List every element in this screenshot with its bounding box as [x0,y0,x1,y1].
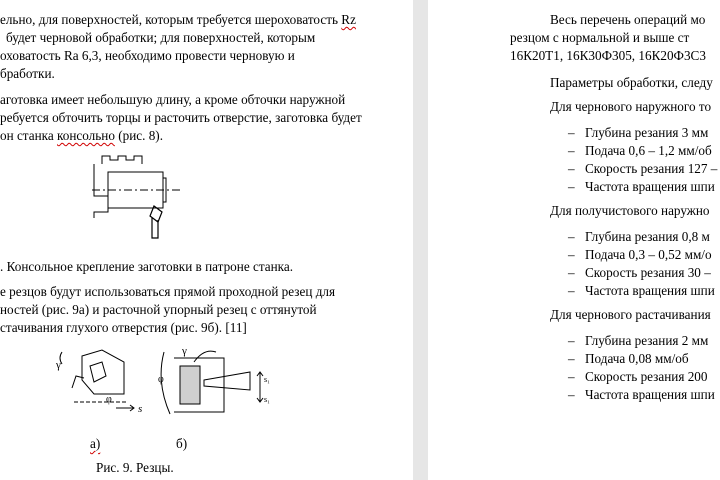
intro-line-3: 16К20Т1, 16К30Ф305, 16К20Ф3С3 [510,48,706,63]
section-1-item-1: Глубина резания 3 мм [585,125,709,140]
section-3-item-4: Частота вращения шпи [585,387,715,402]
section-2-heading: Для получистового наружно [550,203,710,218]
section-1-item-4: Частота вращения шпи [585,179,715,194]
bullet-dash: – [568,369,575,384]
bullet-dash: – [568,351,575,366]
bullet-dash: – [568,265,575,280]
bullet-dash: – [568,125,575,140]
section-1-heading: Для чернового наружного то [550,99,712,114]
section-2-item-2: Подача 0,3 – 0,52 мм/о [585,247,712,262]
paragraph-2-line-3: он станка консольно (рис. 8). [0,128,163,143]
fig9-gamma-b: γ [182,345,187,357]
bullet-dash: – [568,247,575,262]
paragraph-1-line-4: бработки. [0,66,55,81]
paragraph-2-line-2: ребуется обточить торцы и расточить отверстие, заготовка будет [0,110,362,125]
paragraph-1-line-3: оховатость Ra 6,3, необходимо провести черновую и [0,48,295,63]
right-page [428,0,720,480]
bullet-dash: – [568,143,575,158]
fig9-s1-top: s₁ [264,375,270,384]
intro-line-1: Весь перечень операций мо [550,12,706,27]
intro-line-2: резцом с нормальной и выше ст [510,30,690,45]
figure-9-caption: Рис. 9. Резцы. [96,460,174,475]
section-2-item-1: Глубина резания 0,8 м [585,229,710,244]
section-2-item-3: Скорость резания 30 – [585,265,711,280]
spelling-mark-konsolno: консольно [57,128,115,143]
figure-8-caption: . Консольное крепление заготовки в патроне станка. [0,259,294,274]
fig9-s-a: s [138,403,143,415]
figure-9-label-b: б) [176,436,188,451]
figure-9-label-a: а) [90,436,101,451]
section-1-item-2: Подача 0,6 – 1,2 мм/об [585,143,712,158]
fig9-gamma-a: γ [56,359,61,371]
bullet-dash: – [568,283,575,298]
figure-8-drawing [88,152,258,252]
section-2-item-4: Частота вращения шпи [585,283,715,298]
section-3-item-1: Глубина резания 2 мм [585,333,709,348]
paragraph-3-line-3: стачивания глухого отверстия (рис. 9б). [11] [0,320,247,335]
bullet-dash: – [568,161,575,176]
paragraph-3-line-2: ностей (рис. 9а) и расточной упорный резец с оттянутой [0,302,317,317]
bullet-dash: – [568,333,575,348]
paragraph-1-line-1: ельно, для поверхностей, которым требуется шероховатость Rz [0,12,356,27]
bullet-dash: – [568,229,575,244]
paragraph-3-line-1: е резцов будут использоваться прямой проходной резец для [0,284,336,299]
bullet-dash: – [568,179,575,194]
spelling-mark-rz: Rz [341,12,356,27]
section-3-item-2: Подача 0,08 мм/об [585,351,689,366]
paragraph-1-line-2: будет черновой обработки; для поверхностей, которым [6,30,316,45]
fig9-s1-bottom: s₁ [264,395,270,404]
section-3-item-3: Скорость резания 200 [585,369,708,384]
section-1-item-3: Скорость резания 127 – [585,161,718,176]
bullet-dash: – [568,387,575,402]
fig9-phi-b: φ [158,374,164,385]
params-intro: Параметры обработки, следу [550,75,713,90]
paragraph-2-line-1: аготовка имеет небольшую длину, а кроме обточки наружной [0,92,346,107]
fig9-phi-a: φ [106,394,112,405]
section-3-heading: Для чернового растачивания [550,307,711,322]
figure-9-drawing [54,342,284,424]
